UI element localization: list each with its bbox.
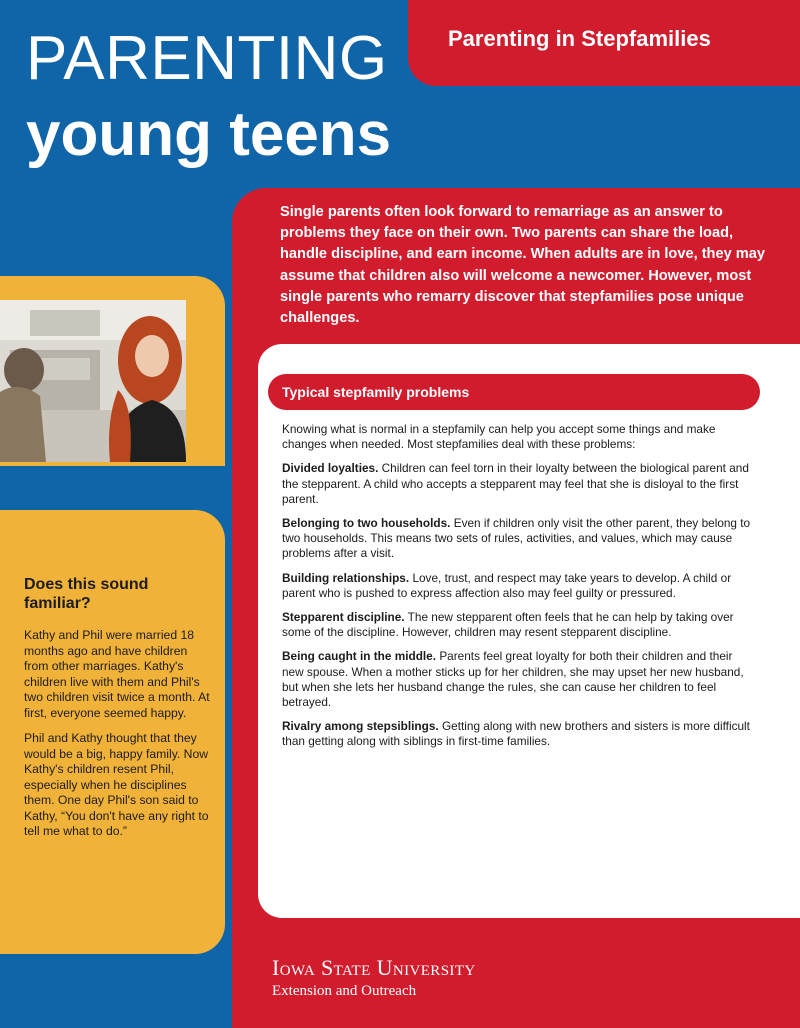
problem-item bbox=[282, 610, 752, 640]
topic-tab-label: Parenting in Stepfamilies bbox=[448, 26, 711, 51]
problem-text: Parents feel great loyalty for both their children and their new spouse. When a mother sticks up for her children, she may upset her new husband, but when she lets her husband change the rules, she can cause her children to feel betrayed. bbox=[282, 649, 744, 710]
problem-term: Divided loyalties. bbox=[282, 461, 379, 476]
article-body bbox=[282, 422, 752, 759]
problem-term: Building relationships. bbox=[282, 570, 410, 585]
problem-item bbox=[282, 461, 752, 507]
problem-item bbox=[282, 649, 752, 710]
problem-text: The new stepparent often feels that he can help by taking over some of the discipline. However, children may resent stepparent discipline. bbox=[282, 610, 734, 640]
article-lead: Knowing what is normal in a stepfamily can help you accept some things and make changes when needed. Most stepfamilies deal with these problems: bbox=[282, 422, 716, 452]
problem-item bbox=[282, 719, 752, 749]
masthead-young-teens: young teens bbox=[26, 100, 392, 169]
university-logo bbox=[272, 955, 476, 1000]
sidebar-story bbox=[24, 628, 210, 850]
section-heading: Typical stepfamily problems bbox=[282, 384, 470, 400]
sidebar-paragraph: Kathy and Phil were married 18 months ago and have children from other marriages. Kathy's children live with them and Phil's two children visit twice a month. At first, everyone seemed happy. bbox=[24, 628, 210, 720]
family-photo bbox=[0, 300, 186, 462]
sidebar-paragraph: Phil and Kathy thought that they would be a big, happy family. Now Kathy's children resent Phil, especially when he disciplines them. One day Phil's son said to Kathy, “You don't have any right to tell me what to do.” bbox=[24, 731, 209, 838]
problem-item bbox=[282, 516, 752, 562]
problem-term: Belonging to two households. bbox=[282, 516, 451, 531]
problem-item bbox=[282, 571, 752, 601]
topic-tab bbox=[408, 0, 800, 86]
problem-text: Getting along with new brothers and sisters is more difficult than getting along with siblings in first-time families. bbox=[282, 719, 750, 749]
problem-term: Stepparent discipline. bbox=[282, 610, 405, 625]
problem-term: Rivalry among stepsiblings. bbox=[282, 719, 439, 734]
masthead bbox=[26, 22, 391, 172]
problem-text: Children can feel torn in their loyalty between the biological parent and the stepparent. A child who accepts a stepparent may feel that she is disloyal to the first parent. bbox=[282, 461, 749, 506]
section-heading-bar bbox=[268, 374, 760, 410]
problem-text: Even if children only visit the other parent, they belong to two households. This means two sets of rules, activities, and values, which may cause problems after a visit. bbox=[282, 516, 751, 561]
photo-illustration bbox=[0, 300, 186, 462]
problem-term: Being caught in the middle. bbox=[282, 649, 437, 664]
university-name: Iowa State University bbox=[272, 955, 476, 980]
problem-text: Love, trust, and respect may take years to develop. A child or parent who is pushed to express affection also may feel guilty or pressured. bbox=[282, 570, 732, 600]
extension-name: Extension and Outreach bbox=[272, 983, 417, 999]
masthead-parenting: PARENTING bbox=[26, 24, 388, 93]
sidebar-title: Does this sound familiar? bbox=[24, 576, 149, 612]
intro-paragraph: Single parents often look forward to remarriage as an answer to problems they face on their own. Two parents can share the load, handle discipline, and earn income. When adults are in love, they may assume that children also will welcome a newcomer. However, most single parents who remarry discover that stepfamilies pose unique challenges. bbox=[280, 204, 765, 327]
